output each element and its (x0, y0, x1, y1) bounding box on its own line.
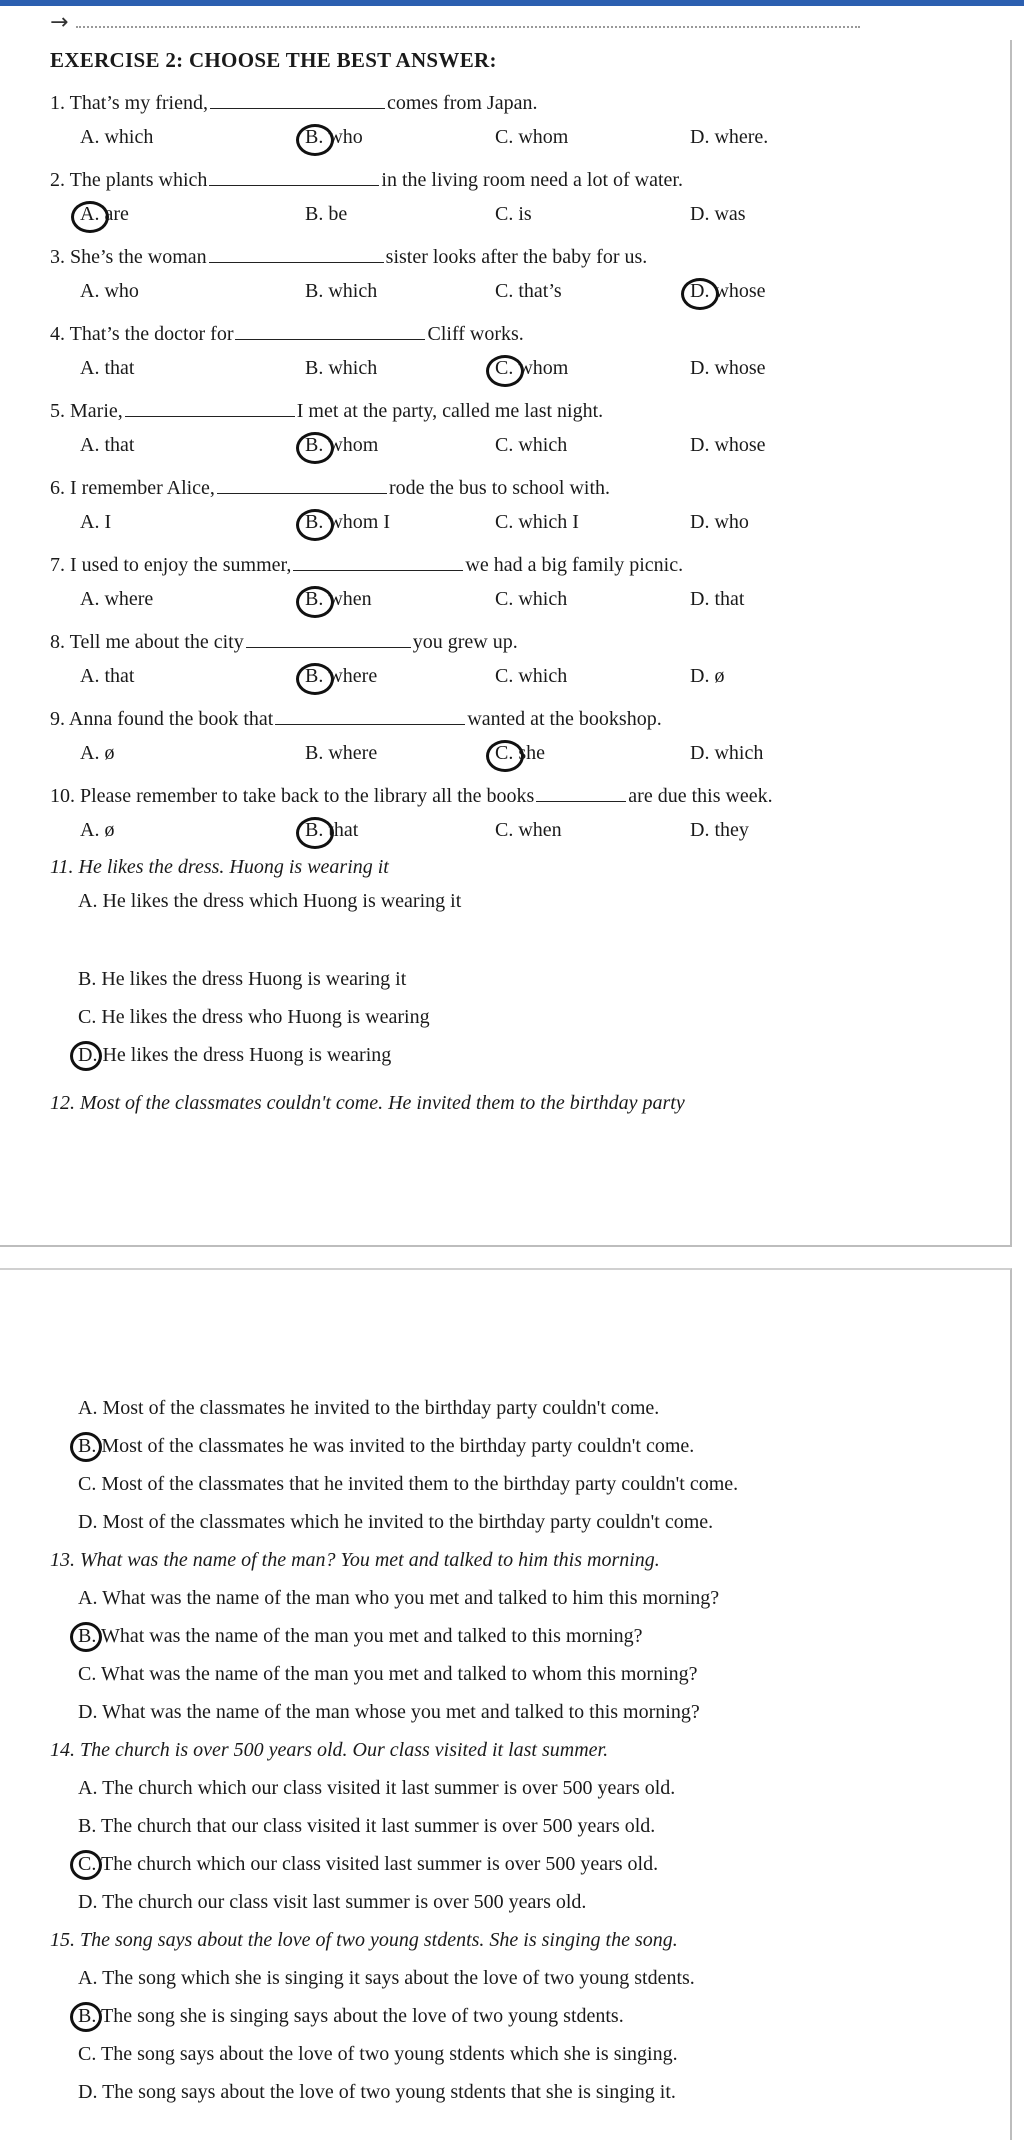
answer-blank (275, 704, 465, 725)
answer-blank (217, 473, 387, 494)
question-text-before: Anna found the book that (68, 708, 274, 730)
question-number: 6. (50, 477, 70, 499)
rewrite-option[interactable]: D. He likes the dress Huong is wearing (78, 1044, 392, 1066)
rewrite-prompt: 12. Most of the classmates couldn't come. He invited them to the birthday party (50, 1092, 685, 1114)
question-number: 7. (50, 554, 70, 576)
answer-option[interactable]: A. that (80, 665, 135, 687)
question-text-before: Tell me about the city (69, 631, 244, 653)
answer-option[interactable]: B. when (305, 588, 372, 610)
answer-circle-mark (70, 1432, 102, 1462)
answer-circle-mark (296, 509, 334, 541)
answer-blank (125, 396, 295, 417)
answer-circle-mark (296, 124, 334, 156)
answer-blank (209, 165, 379, 186)
answer-option[interactable]: D. whose (690, 280, 766, 302)
question-line (50, 165, 683, 192)
answer-blank (209, 242, 384, 263)
question-line (50, 88, 537, 115)
answer-option[interactable]: A. which (80, 126, 154, 148)
answer-option[interactable]: A. are (80, 203, 129, 225)
answer-option[interactable]: D. whose (690, 434, 766, 456)
question-text-after: rode the bus to school with. (388, 477, 611, 499)
answer-option[interactable]: C. which (495, 665, 568, 687)
question-text-after: sister looks after the baby for us. (385, 246, 648, 268)
answer-option[interactable]: C. whom (495, 357, 569, 379)
answer-option[interactable]: C. that’s (495, 280, 562, 302)
question-text-after: we had a big family picnic. (465, 554, 684, 576)
rewrite-prompt: 14. The church is over 500 years old. Our class visited it last summer. (50, 1739, 609, 1761)
answer-option[interactable]: B. which (305, 280, 378, 302)
answer-option[interactable]: A. that (80, 434, 135, 456)
rewrite-option[interactable]: D. Most of the classmates which he invited to the birthday party couldn't come. (78, 1511, 714, 1533)
answer-option[interactable]: C. is (495, 203, 532, 225)
question-line (50, 627, 518, 654)
question-number: 3. (50, 246, 70, 268)
question-number: 5. (50, 400, 70, 422)
question-text-after: you grew up. (412, 631, 518, 653)
question-text-after: Cliff works. (427, 323, 524, 345)
rewrite-option[interactable]: A. The church which our class visited it last summer is over 500 years old. (78, 1777, 676, 1799)
rewrite-option[interactable]: B. The song she is singing says about the love of two young stdents. (78, 2005, 624, 2027)
answer-option[interactable]: D. that (690, 588, 745, 610)
answer-circle-mark (70, 1622, 102, 1652)
answer-option[interactable]: C. when (495, 819, 562, 841)
answer-circle-mark (70, 2002, 102, 2032)
rewrite-option[interactable]: A. He likes the dress which Huong is wearing it (78, 890, 462, 912)
question-line (50, 396, 603, 423)
exercise-heading: EXERCISE 2: CHOOSE THE BEST ANSWER: (50, 48, 497, 72)
question-number: 8. (50, 631, 70, 653)
rewrite-option[interactable]: B. He likes the dress Huong is wearing it (78, 968, 407, 990)
question-text-before: I used to enjoy the summer, (70, 554, 292, 576)
answer-circle-mark (681, 278, 719, 310)
rewrite-prompt: 11. He likes the dress. Huong is wearing it (50, 856, 389, 878)
top-accent-bar (0, 0, 1024, 6)
question-text-before: She’s the woman (70, 246, 207, 268)
answer-blank (536, 781, 626, 802)
question-text-before: That’s my friend, (69, 92, 208, 114)
question-number: 10. (50, 785, 80, 807)
answer-circle-mark (71, 201, 109, 233)
answer-option[interactable]: B. that (305, 819, 359, 841)
rewrite-option[interactable]: B. The church that our class visited it last summer is over 500 years old. (78, 1815, 656, 1837)
answer-option[interactable]: C. she (495, 742, 545, 764)
question-text-after: comes from Japan. (386, 92, 538, 114)
rewrite-option[interactable]: A. The song which she is singing it says about the love of two young stdents. (78, 1967, 695, 1989)
rewrite-option[interactable]: D. The church our class visit last summer is over 500 years old. (78, 1891, 587, 1913)
rewrite-option[interactable]: B. Most of the classmates he was invited to the birthday party couldn't come. (78, 1435, 695, 1457)
question-number: 4. (50, 323, 70, 345)
question-text-before: Marie, (70, 400, 123, 422)
question-text-before: I remember Alice, (70, 477, 215, 499)
answer-blank (246, 627, 411, 648)
question-line (50, 704, 662, 731)
answer-circle-mark (296, 663, 334, 695)
answer-option[interactable]: D. where. (690, 126, 769, 148)
answer-option[interactable]: B. which (305, 357, 378, 379)
answer-circle-mark (70, 1850, 102, 1880)
question-text-before: Please remember to take back to the library all the books (80, 785, 535, 807)
answer-option[interactable]: A. I (80, 511, 112, 533)
rewrite-option[interactable]: B. What was the name of the man you met and talked to this morning? (78, 1625, 643, 1647)
answer-option[interactable]: D. which (690, 742, 764, 764)
rewrite-option[interactable]: C. He likes the dress who Huong is wearing (78, 1006, 430, 1028)
answer-option[interactable]: B. where (305, 665, 378, 687)
question-text-before: The plants which (69, 169, 208, 191)
answer-option[interactable]: D. whose (690, 357, 766, 379)
page-header-row (50, 12, 860, 34)
question-text-after: I met at the party, called me last night. (296, 400, 604, 422)
answer-circle-mark (296, 432, 334, 464)
answer-option[interactable]: A. who (80, 280, 139, 302)
dotted-divider (76, 26, 860, 28)
question-text-before: That’s the doctor for (69, 323, 234, 345)
answer-option[interactable]: B. whom I (305, 511, 390, 533)
answer-circle-mark (486, 740, 524, 772)
answer-option[interactable]: C. which (495, 588, 568, 610)
answer-blank (235, 319, 425, 340)
rewrite-option[interactable]: A. What was the name of the man who you met and talked to him this morning? (78, 1587, 720, 1609)
answer-option[interactable]: D. ø (690, 665, 725, 687)
answer-circle-mark (296, 817, 334, 849)
question-text-after: wanted at the bookshop. (467, 708, 662, 730)
question-text-after: in the living room need a lot of water. (381, 169, 683, 191)
rewrite-option[interactable]: A. Most of the classmates he invited to the birthday party couldn't come. (78, 1397, 660, 1419)
answer-circle-mark (296, 586, 334, 618)
rewrite-option[interactable]: D. The song says about the love of two young stdents that she is singing it. (78, 2081, 676, 2103)
answer-option[interactable]: C. which (495, 434, 568, 456)
question-line (50, 473, 610, 500)
question-line (50, 242, 647, 269)
answer-option[interactable]: D. who (690, 511, 749, 533)
rewrite-option[interactable]: D. What was the name of the man whose you met and talked to this morning? (78, 1701, 700, 1723)
answer-option[interactable]: A. ø (80, 742, 115, 764)
answer-option[interactable]: A. where (80, 588, 154, 610)
answer-option[interactable]: B. where (305, 742, 378, 764)
answer-option[interactable]: D. they (690, 819, 749, 841)
answer-option[interactable]: B. who (305, 126, 363, 148)
rewrite-option[interactable]: C. Most of the classmates that he invited them to the birthday party couldn't come. (78, 1473, 739, 1495)
answer-circle-mark (70, 1041, 102, 1071)
answer-option[interactable]: D. was (690, 203, 746, 225)
question-line (50, 550, 683, 577)
question-number: 1. (50, 92, 70, 114)
question-line (50, 319, 524, 346)
rewrite-option[interactable]: C. The church which our class visited last summer is over 500 years old. (78, 1853, 659, 1875)
rewrite-prompt: 13. What was the name of the man? You met and talked to him this morning. (50, 1549, 660, 1571)
question-number: 9. (50, 708, 69, 730)
question-text-after: are due this week. (628, 785, 773, 807)
answer-blank (210, 88, 385, 109)
answer-circle-mark (486, 355, 524, 387)
answer-option[interactable]: B. be (305, 203, 348, 225)
rewrite-option[interactable]: C. What was the name of the man you met and talked to whom this morning? (78, 1663, 698, 1685)
answer-option[interactable]: A. ø (80, 819, 115, 841)
answer-option[interactable]: C. whom (495, 126, 569, 148)
arrow-right-icon: → (50, 10, 69, 35)
answer-option[interactable]: C. which I (495, 511, 579, 533)
answer-option[interactable]: A. that (80, 357, 135, 379)
answer-blank (293, 550, 463, 571)
question-number: 2. (50, 169, 70, 191)
rewrite-option[interactable]: C. The song says about the love of two young stdents which she is singing. (78, 2043, 678, 2065)
answer-option[interactable]: B. whom (305, 434, 379, 456)
question-line (50, 781, 773, 808)
rewrite-prompt: 15. The song says about the love of two young stdents. She is singing the song. (50, 1929, 678, 1951)
